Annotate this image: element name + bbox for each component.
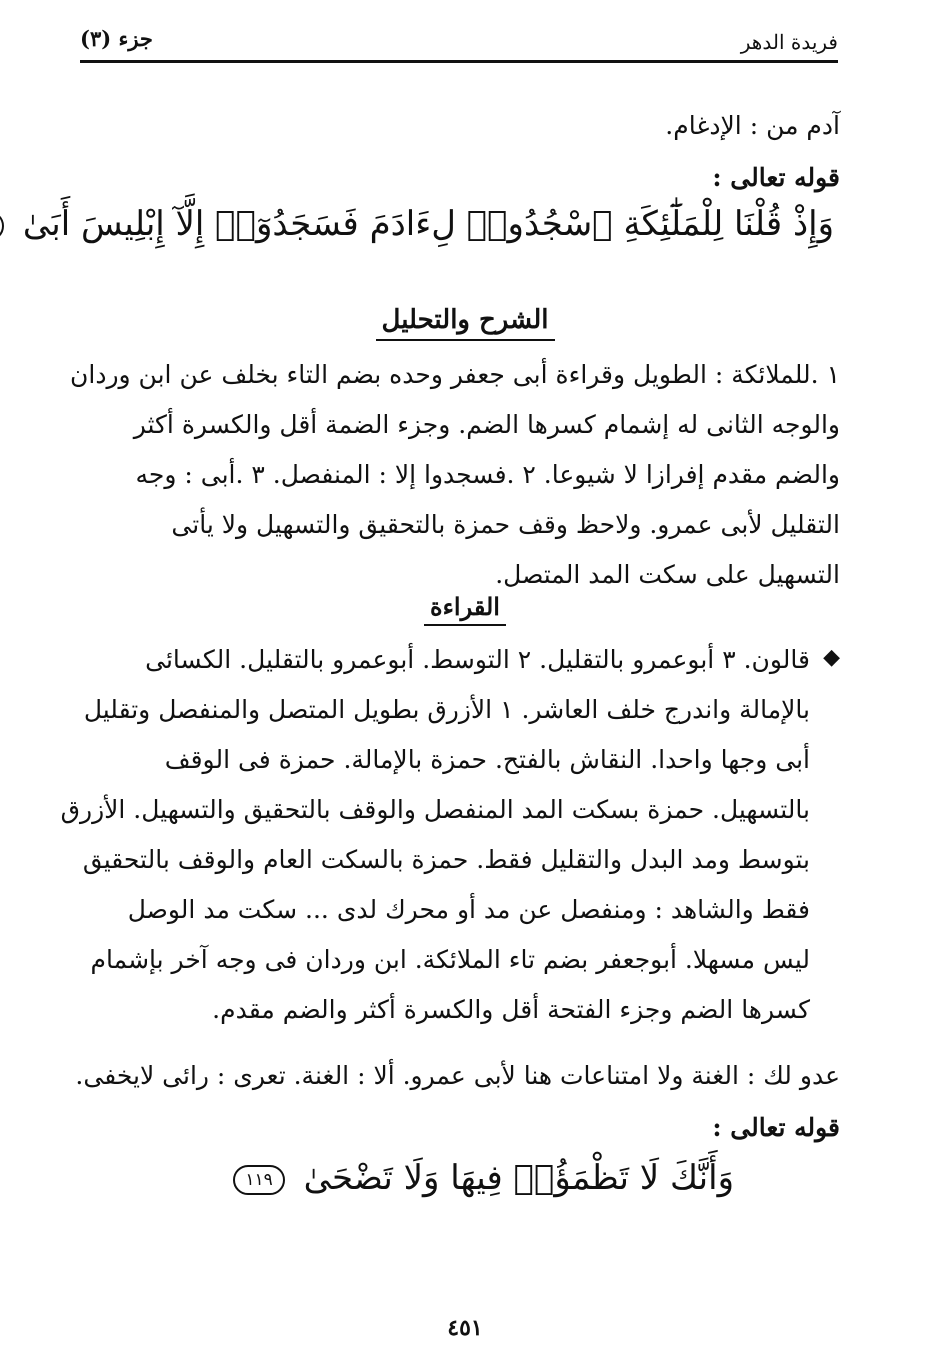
quran-verse-119 — [80, 1148, 734, 1208]
section-title — [0, 305, 930, 335]
reading-title — [0, 592, 930, 621]
quran-verse-116 — [22, 194, 834, 254]
paragraph-line: التقليل لأبى عمرو. ولاحظ وقف حمزة بالتحقيق والتسهيل ولا يأتى — [171, 510, 840, 539]
after-block — [75, 1050, 840, 1154]
part-label: جزء (٣) — [80, 26, 153, 51]
paragraph-line: ليس مسهلا. أبوجعفر بضم تاء الملائكة. ابن وردان فى وجه آخر بإشمام — [90, 945, 810, 974]
verse-text: وَإِذْ قُلْنَا لِلْمَلَٰٓئِكَةِ ٱسْجُدُوا۟ لِءَادَمَ فَسَجَدُوٓا۟ إِلَّآ إِبْلِيسَ أَبَىٰ — [22, 204, 834, 244]
ayah-number-mark — [0, 211, 4, 241]
reading-paragraph — [60, 635, 810, 1035]
paragraph-line: ١ .للملائكة : الطويل وقراءة أبى جعفر وحده بضم التاء بخلف عن ابن وردان — [70, 360, 840, 389]
section-title-text: الشرح والتحليل — [376, 305, 555, 341]
qawluhu-label: قوله تعالى : — [712, 1113, 840, 1142]
header-rule — [80, 60, 838, 63]
verse-text: وَأَنَّكَ لَا تَظْمَؤُا۟ فِيهَا وَلَا تَضْحَىٰ — [303, 1158, 734, 1198]
paragraph-line: بتوسط ومد البدل والتقليل فقط. حمزة بالسكت العام والوقف بالتحقيق — [82, 845, 810, 874]
paragraph-line: والوجه الثانى له إشمام كسرها الضم. وجزء الضمة أقل والكسرة أكثر — [133, 410, 840, 439]
reading-title-text: القراءة — [424, 592, 506, 626]
paragraph-line: كسرها الضم وجزء الفتحة أقل والكسرة أكثر والضم مقدم. — [212, 995, 810, 1024]
book-title: فريدة الدهر — [740, 30, 838, 54]
paragraph-line: أبى وجها واحدا. النقاش بالفتح. حمزة بالإمالة. حمزة فى الوقف — [164, 745, 810, 774]
explanation-paragraph — [70, 350, 840, 600]
paragraph-line: والضم مقدم إفرازا لا شيوعا. ٢ .فسجدوا إلا : المنفصل. ٣ .أبى : وجه — [135, 460, 840, 489]
paragraph-line: فقط والشاهد : ومنفصل عن مد أو محرك لدى ... سكت مد الوصل — [127, 895, 810, 924]
intro-block — [80, 100, 840, 204]
qawluhu-label: قوله تعالى : — [712, 163, 840, 192]
page-number: ٤٥١ — [447, 1315, 483, 1341]
paragraph-line: قالون. ٣ أبوعمرو بالتقليل. ٢ التوسط. أبوعمرو بالتقليل. الكسائى — [145, 645, 810, 674]
paragraph-line: التسهيل على سكت المد المتصل. — [495, 560, 840, 589]
intro-line: آدم من : الإدغام. — [665, 111, 840, 140]
diamond-bullet-icon: ◆ — [823, 645, 840, 670]
notes-line: عدو لك : الغنة ولا امتناعات هنا لأبى عمرو. ألا : الغنة. تعرى : رائى لايخفى. — [75, 1061, 840, 1090]
paragraph-line: بالإمالة واندرج خلف العاشر. ١ الأزرق بطويل المتصل والمنفصل وتقليل — [83, 695, 810, 724]
paragraph-line: بالتسهيل. حمزة بسكت المد المنفصل والوقف بالتحقيق والتسهيل. الأزرق — [60, 795, 810, 824]
ayah-number-mark: ١١٩ — [233, 1165, 284, 1195]
